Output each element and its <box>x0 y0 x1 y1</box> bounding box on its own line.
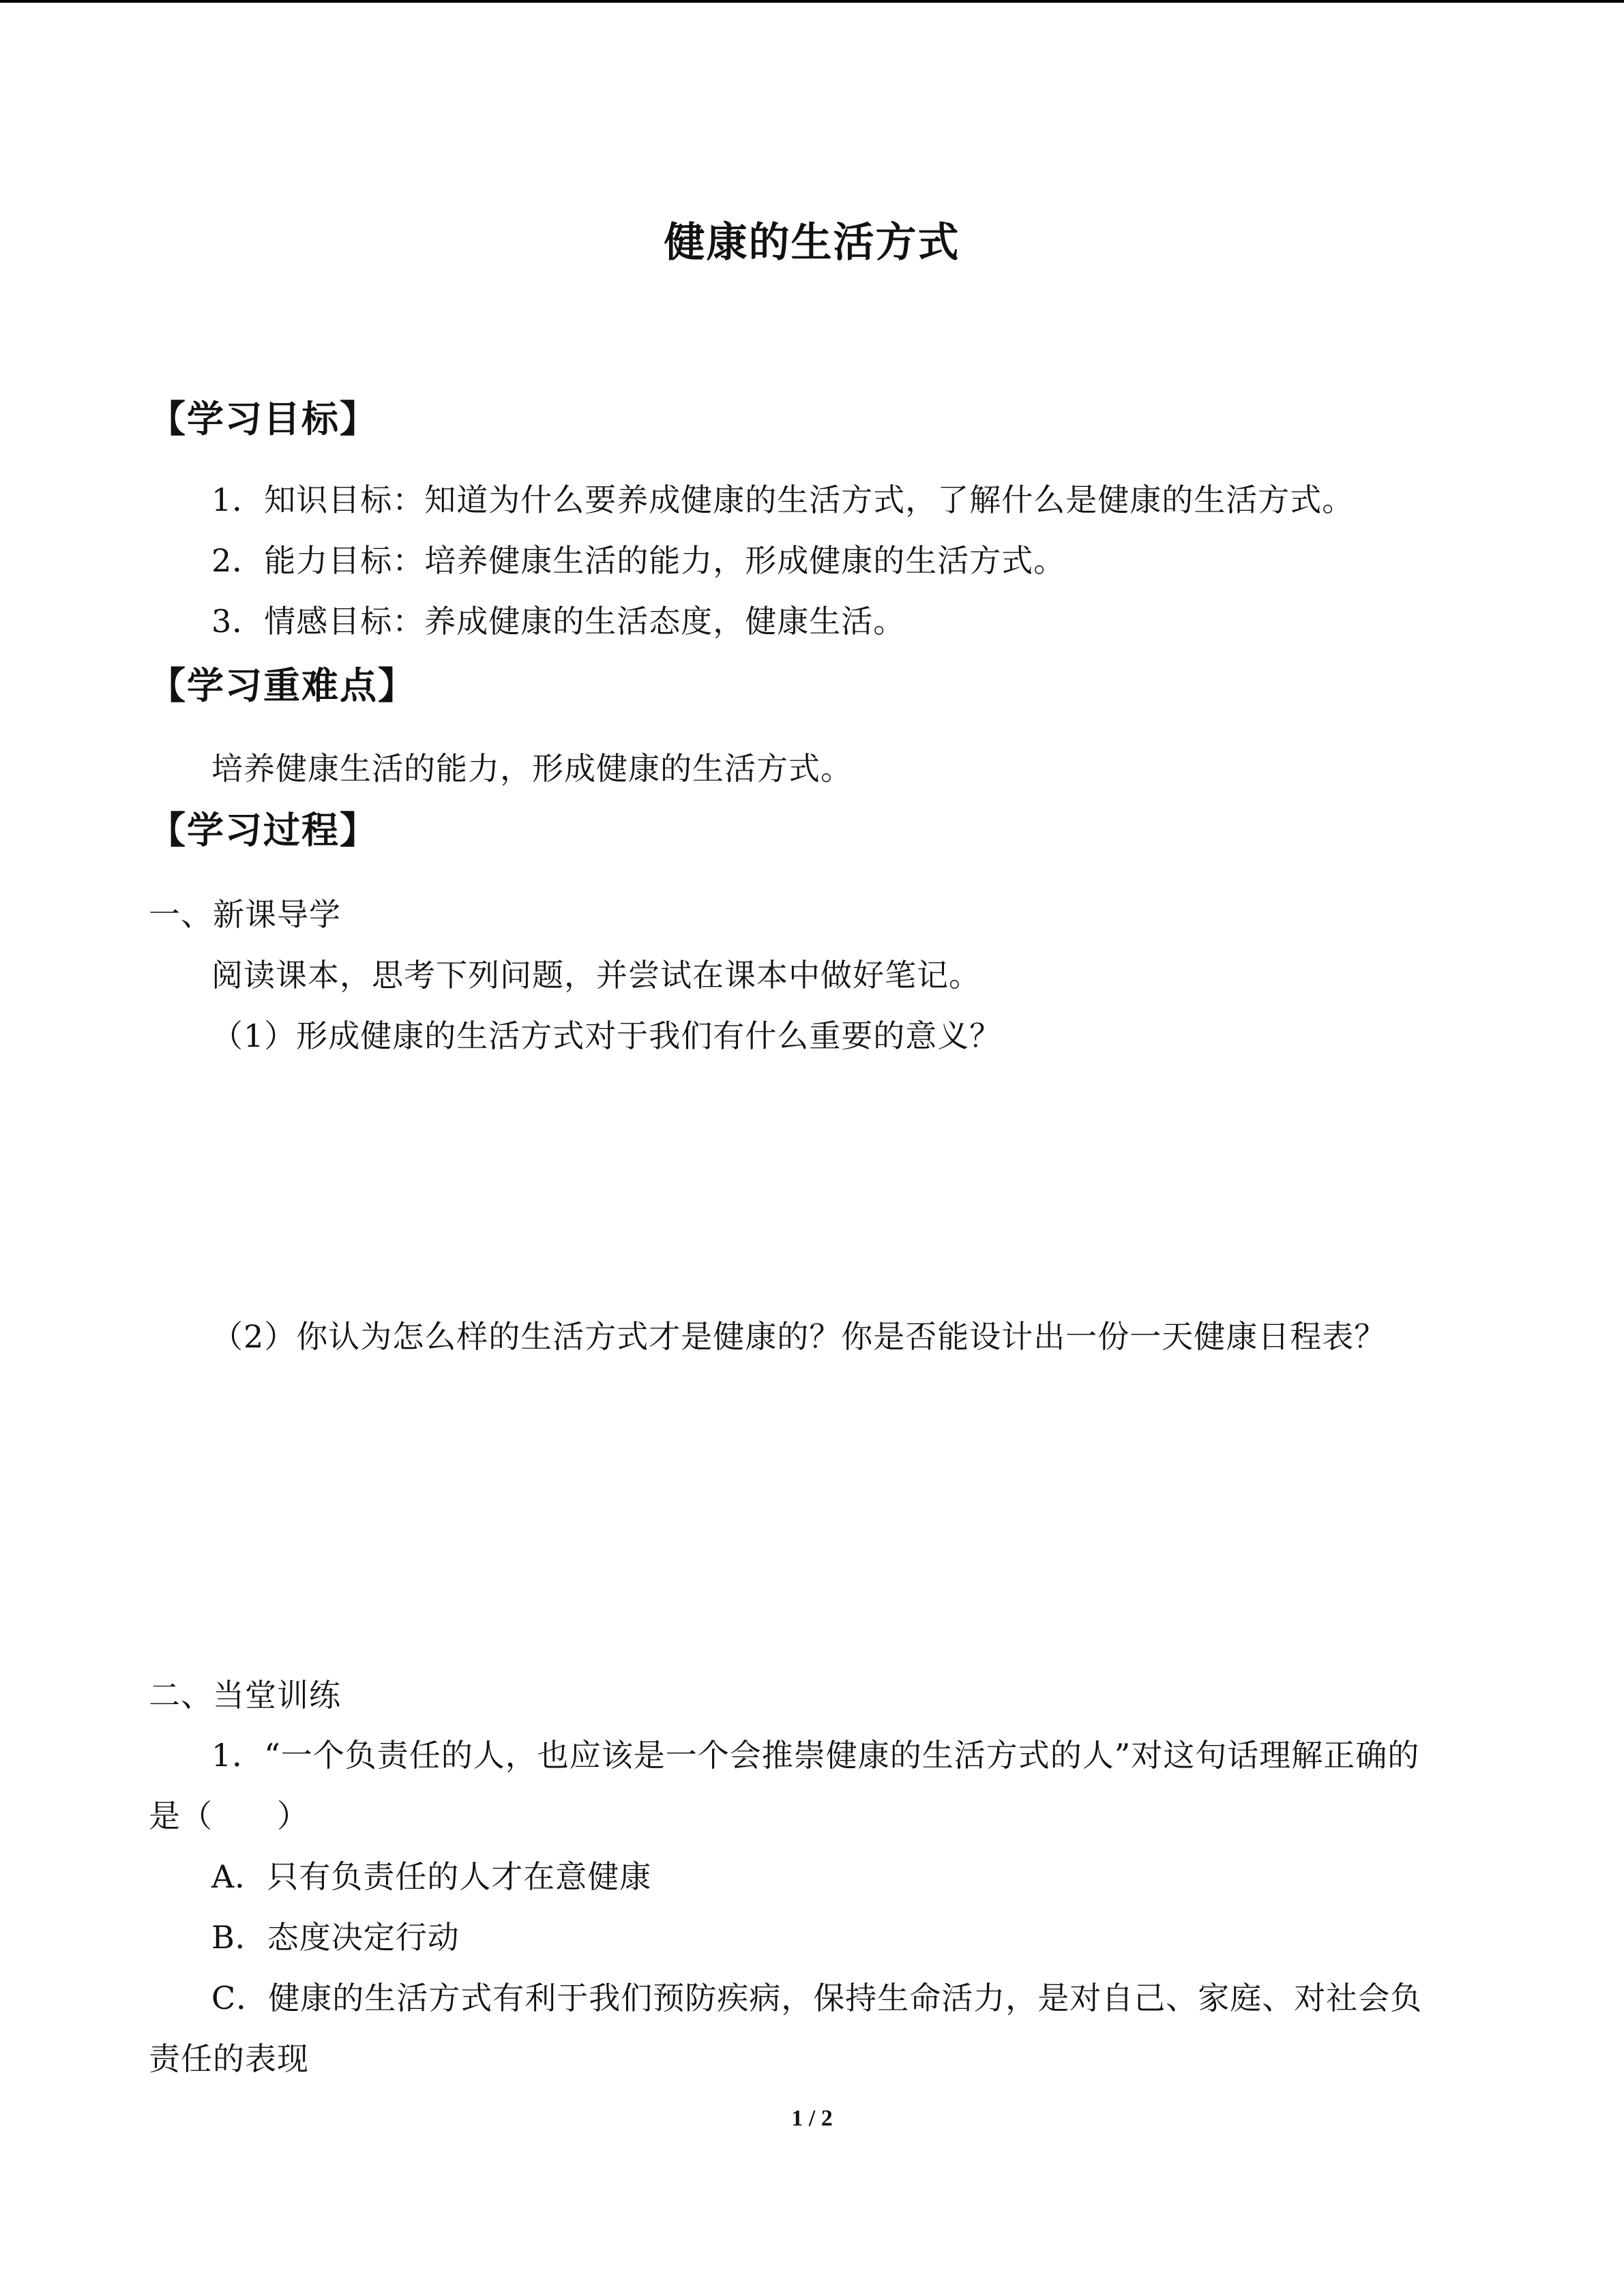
question-2: （2）你认为怎么样的生活方式才是健康的？你是否能设计出一份一天健康日程表？ <box>211 1318 1387 1355</box>
process-heading: 【学习过程】 <box>149 809 378 852</box>
exercise-1-line-2: 是（ ） <box>149 1798 309 1834</box>
objective-item-1: 1．知识目标：知道为什么要养成健康的生活方式，了解什么是健康的生活方式。 <box>211 481 1355 518</box>
option-a: A．只有负责任的人才在意健康 <box>211 1858 652 1895</box>
option-c-line-1: C．健康的生活方式有利于我们预防疾病，保持生命活力，是对自己、家庭、对社会负 <box>211 1980 1423 2016</box>
part2-title: 二、当堂训练 <box>149 1677 341 1714</box>
page-number: 1 / 2 <box>791 2106 833 2131</box>
option-c-line-2: 责任的表现 <box>149 2040 309 2077</box>
objective-item-2: 2．能力目标：培养健康生活的能力，形成健康的生活方式。 <box>211 542 1066 579</box>
key-points-heading: 【学习重难点】 <box>149 664 416 707</box>
part1-intro: 阅读课本，思考下列问题，并尝试在课本中做好笔记。 <box>211 957 981 994</box>
document-title: 健康的生活方式 <box>664 219 960 267</box>
question-1: （1）形成健康的生活方式对于我们有什么重要的意义？ <box>211 1017 1002 1054</box>
objective-item-3: 3．情感目标：养成健康的生活态度，健康生活。 <box>211 603 906 640</box>
key-points-text: 培养健康生活的能力，形成健康的生活方式。 <box>211 750 853 787</box>
option-b: B．态度决定行动 <box>211 1919 460 1956</box>
part1-title: 一、新课导学 <box>149 896 341 933</box>
exercise-1-line-1: 1．“一个负责任的人，也应该是一个会推崇健康的生活方式的人”对这句话理解正确的 <box>211 1737 1420 1774</box>
objectives-heading: 【学习目标】 <box>149 398 378 441</box>
